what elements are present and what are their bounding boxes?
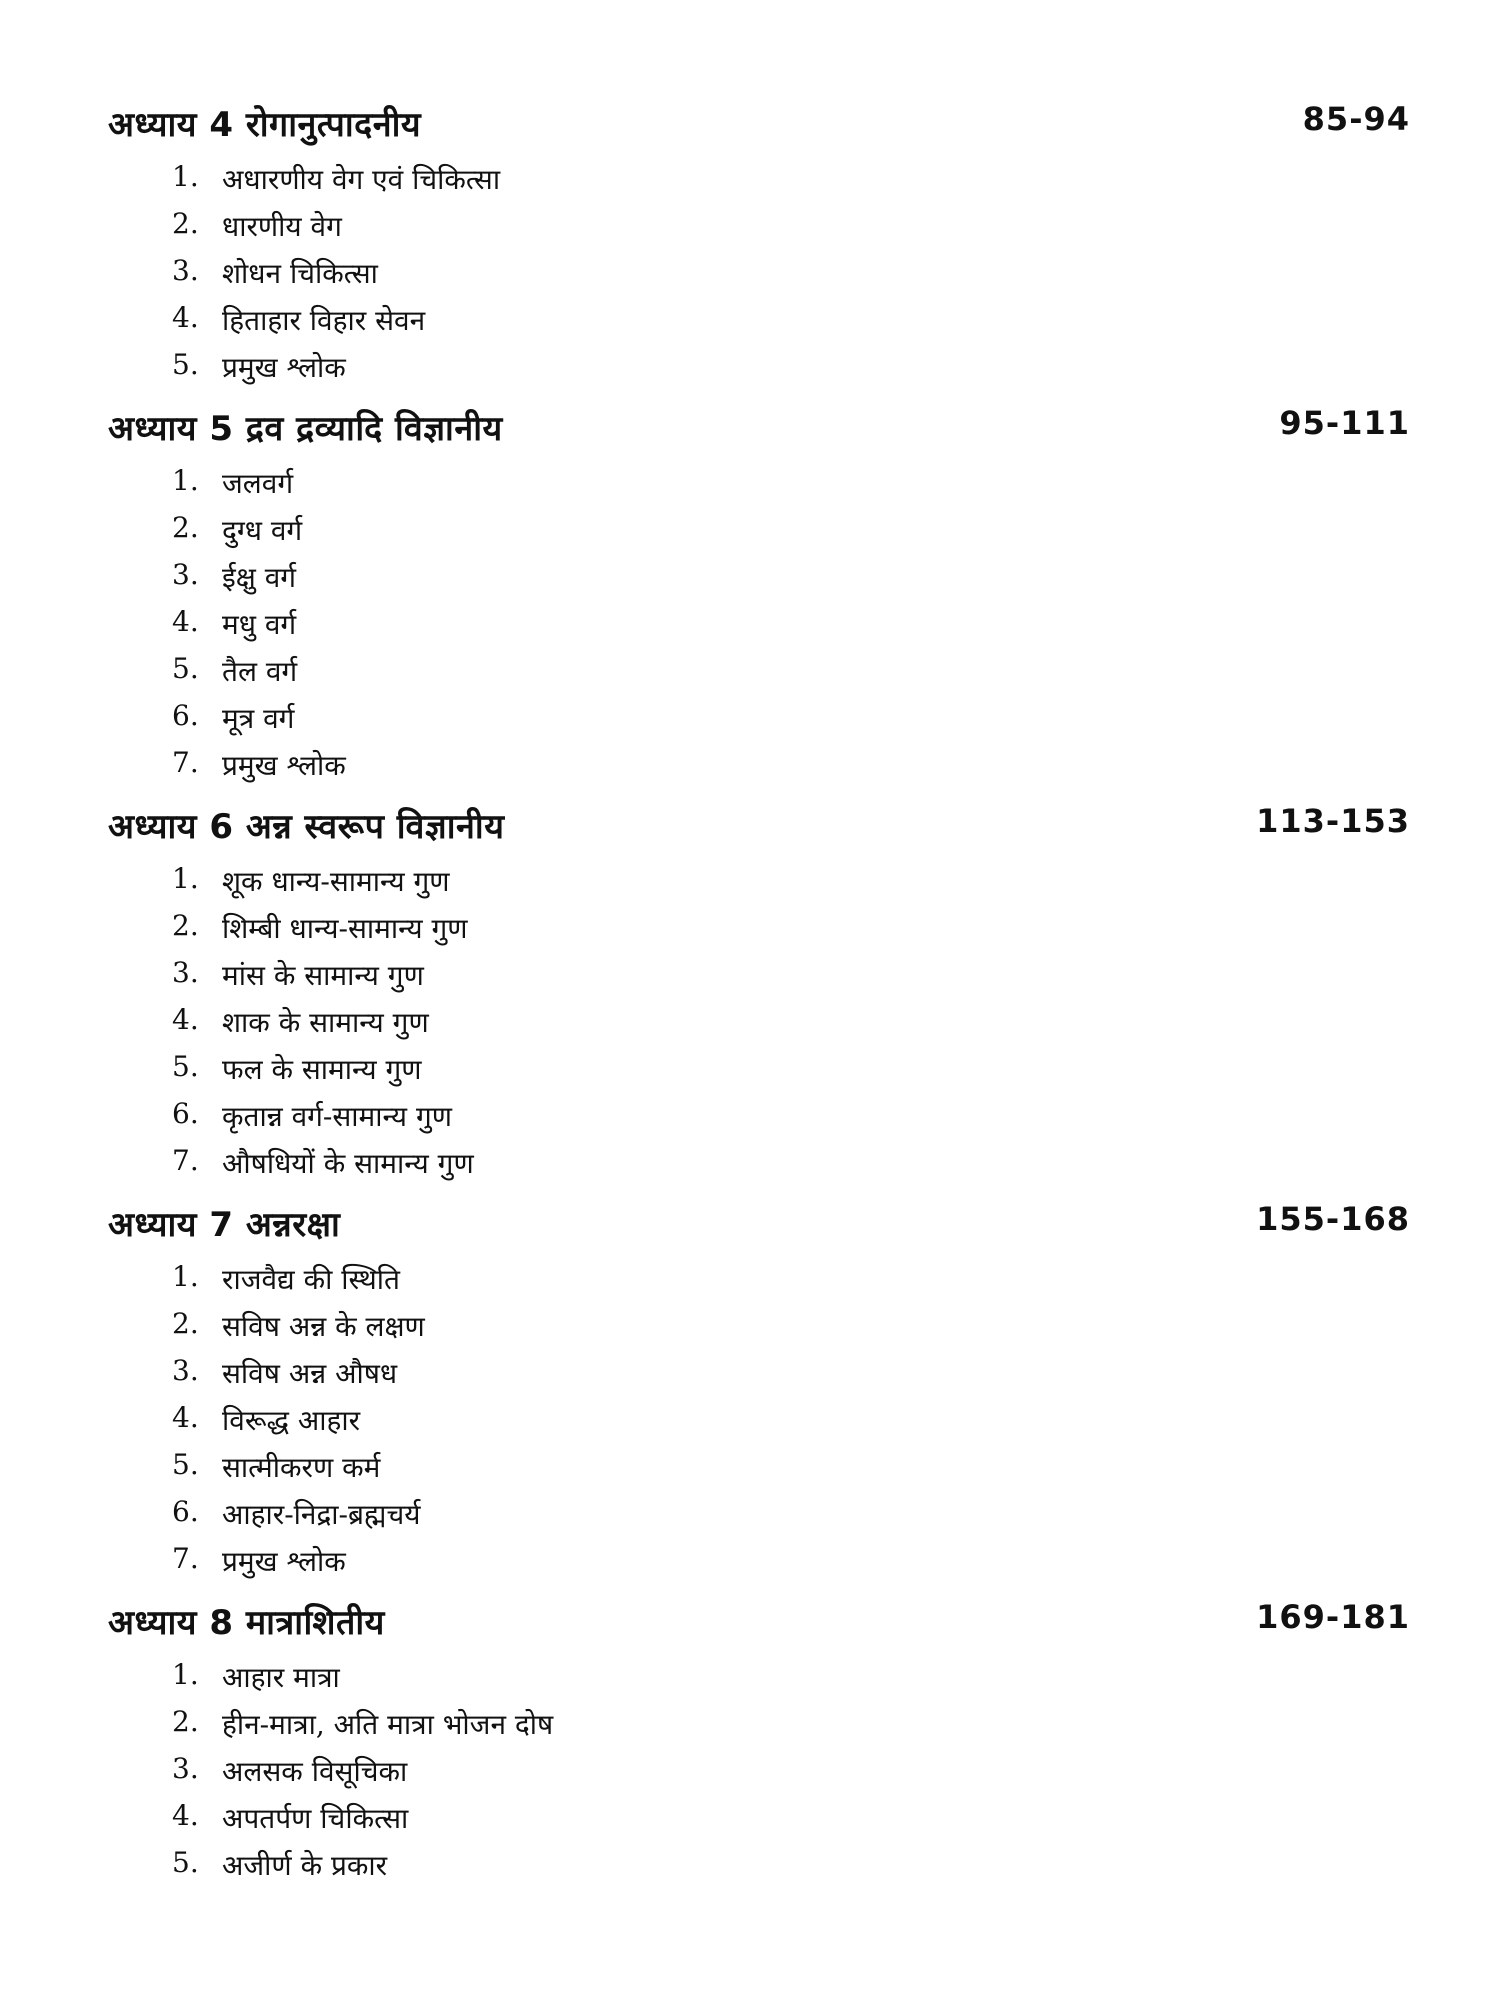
list-item (0, 301, 1500, 348)
chapter-5 (0, 404, 1500, 793)
list-item (0, 1705, 1500, 1752)
item-text: अजीर्ण के प्रकार (222, 1849, 388, 1882)
item-number: 7. (172, 1144, 199, 1177)
item-text: शूक धान्य-सामान्य गुण (222, 865, 450, 898)
item-text: सात्मीकरण कर्म (222, 1451, 381, 1484)
topic-list (0, 160, 1500, 395)
item-text: विरूद्ध आहार (222, 1404, 361, 1437)
chapter-title: अध्याय 5 द्रव द्रव्यादि विज्ञानीय (108, 409, 503, 449)
item-number: 3. (172, 558, 199, 591)
item-text: शाक के सामान्य गुण (222, 1006, 429, 1039)
chapter-6 (0, 802, 1500, 1191)
list-item (0, 1260, 1500, 1307)
item-number: 7. (172, 1542, 199, 1575)
list-item (0, 348, 1500, 395)
list-item (0, 909, 1500, 956)
item-text: मधु वर्ग (222, 608, 297, 641)
item-text: शिम्बी धान्य-सामान्य गुण (222, 912, 468, 945)
item-text: मूत्र वर्ग (222, 702, 295, 735)
list-item (0, 1307, 1500, 1354)
item-number: 4. (172, 1003, 199, 1036)
topic-list (0, 862, 1500, 1191)
item-number: 5. (172, 1448, 199, 1481)
list-item (0, 1752, 1500, 1799)
list-item (0, 207, 1500, 254)
item-number: 1. (172, 1658, 199, 1691)
item-text: हिताहार विहार सेवन (222, 304, 426, 337)
item-text: औषधियों के सामान्य गुण (222, 1147, 474, 1180)
item-text: प्रमुख श्लोक (222, 749, 346, 782)
list-item (0, 1003, 1500, 1050)
list-item (0, 1495, 1500, 1542)
item-number: 1. (172, 862, 199, 895)
item-text: आहार मात्रा (222, 1661, 340, 1694)
item-text: तैल वर्ग (222, 655, 298, 688)
item-text: दुग्ध वर्ग (222, 514, 303, 547)
list-item (0, 699, 1500, 746)
item-number: 3. (172, 254, 199, 287)
list-item (0, 1542, 1500, 1589)
item-text: सविष अन्न औषध (222, 1357, 398, 1390)
list-item (0, 464, 1500, 511)
item-number: 2. (172, 511, 199, 544)
item-text: अलसक विसूचिका (222, 1755, 408, 1788)
item-number: 6. (172, 699, 199, 732)
item-number: 3. (172, 1752, 199, 1785)
list-item (0, 1097, 1500, 1144)
list-item (0, 652, 1500, 699)
item-number: 4. (172, 605, 199, 638)
list-item (0, 862, 1500, 909)
chapter-page-range: 113-153 (1256, 802, 1410, 840)
item-number: 1. (172, 464, 199, 497)
item-text: कृतान्न वर्ग-सामान्य गुण (222, 1100, 452, 1133)
chapter-page-range: 95-111 (1279, 404, 1410, 442)
item-text: अधारणीय वेग एवं चिकित्सा (222, 163, 501, 196)
topic-list (0, 1260, 1500, 1589)
chapter-title: अध्याय 6 अन्न स्वरूप विज्ञानीय (108, 807, 505, 847)
topic-list (0, 1658, 1500, 1893)
list-item (0, 1799, 1500, 1846)
list-item (0, 1448, 1500, 1495)
chapter-page-range: 85-94 (1302, 100, 1410, 138)
list-item (0, 160, 1500, 207)
item-number: 5. (172, 348, 199, 381)
chapter-8 (0, 1598, 1500, 1893)
list-item (0, 746, 1500, 793)
item-number: 1. (172, 1260, 199, 1293)
item-text: मांस के सामान्य गुण (222, 959, 424, 992)
item-text: प्रमुख श्लोक (222, 351, 346, 384)
chapter-title: अध्याय 4 रोगानुत्पादनीय (108, 105, 422, 145)
item-number: 5. (172, 652, 199, 685)
item-number: 2. (172, 1705, 199, 1738)
chapter-page-range: 155-168 (1256, 1200, 1410, 1238)
item-text: हीन-मात्रा, अति मात्रा भोजन दोष (222, 1708, 554, 1741)
topic-list (0, 464, 1500, 793)
item-number: 6. (172, 1097, 199, 1130)
item-number: 2. (172, 207, 199, 240)
item-text: फल के सामान्य गुण (222, 1053, 422, 1086)
list-item (0, 1354, 1500, 1401)
list-item (0, 1050, 1500, 1097)
item-number: 2. (172, 1307, 199, 1340)
chapter-4 (0, 100, 1500, 395)
item-number: 2. (172, 909, 199, 942)
list-item (0, 605, 1500, 652)
list-item (0, 1846, 1500, 1893)
item-text: शोधन चिकित्सा (222, 257, 378, 290)
item-text: प्रमुख श्लोक (222, 1545, 346, 1578)
item-number: 3. (172, 1354, 199, 1387)
list-item (0, 511, 1500, 558)
item-number: 4. (172, 1401, 199, 1434)
chapter-title: अध्याय 7 अन्नरक्षा (108, 1205, 341, 1245)
chapter-title: अध्याय 8 मात्राशितीय (108, 1603, 385, 1643)
list-item (0, 1401, 1500, 1448)
item-number: 7. (172, 746, 199, 779)
chapter-page-range: 169-181 (1256, 1598, 1410, 1636)
item-text: राजवैद्य की स्थिति (222, 1263, 400, 1296)
item-number: 4. (172, 301, 199, 334)
list-item (0, 1144, 1500, 1191)
item-number: 6. (172, 1495, 199, 1528)
chapter-7 (0, 1200, 1500, 1589)
list-item (0, 558, 1500, 605)
item-text: धारणीय वेग (222, 210, 342, 243)
list-item (0, 1658, 1500, 1705)
list-item (0, 254, 1500, 301)
item-number: 1. (172, 160, 199, 193)
item-number: 5. (172, 1846, 199, 1879)
list-item (0, 956, 1500, 1003)
item-text: ईक्षु वर्ग (222, 561, 297, 594)
item-number: 5. (172, 1050, 199, 1083)
item-text: अपतर्पण चिकित्सा (222, 1802, 409, 1835)
item-number: 3. (172, 956, 199, 989)
item-text: जलवर्ग (222, 467, 294, 500)
item-number: 4. (172, 1799, 199, 1832)
item-text: सविष अन्न के लक्षण (222, 1310, 425, 1343)
item-text: आहार-निद्रा-ब्रह्मचर्य (222, 1498, 421, 1531)
